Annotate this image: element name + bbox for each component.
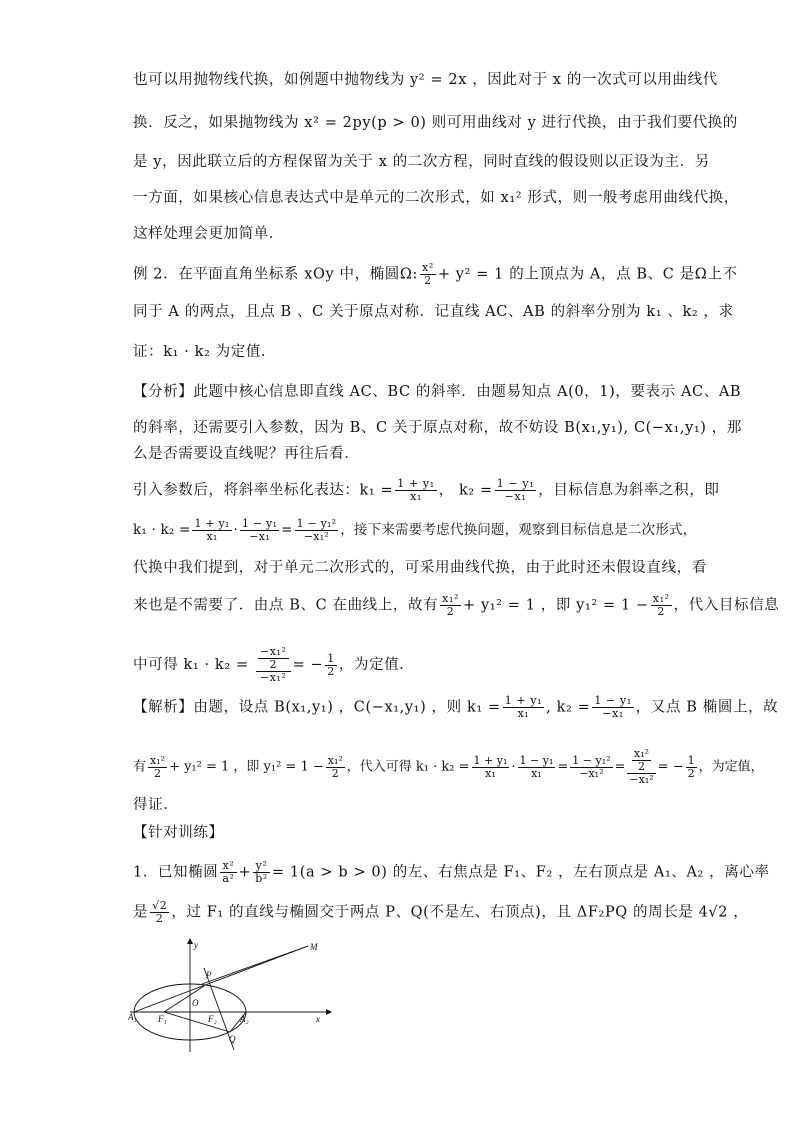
fraction-den: 2	[331, 766, 339, 780]
fraction-den: 2	[424, 274, 432, 287]
fraction-num: 1 + y₁	[473, 753, 508, 767]
fraction-den: 2	[638, 760, 646, 773]
fraction	[592, 695, 633, 720]
fraction-den: −x₁²	[303, 530, 329, 543]
fraction	[440, 593, 461, 618]
fraction	[192, 518, 231, 543]
fraction-den: −x₁²	[259, 671, 287, 684]
text-span: ，代入目标信息	[673, 597, 780, 614]
fraction	[495, 478, 536, 503]
fraction-num	[627, 748, 655, 774]
fraction-num: 1 − y₁	[496, 477, 535, 490]
text-span: + y₁² = 1 ，即 y₁² = 1 −	[463, 597, 649, 614]
text-span: ，为定值．	[338, 657, 415, 673]
text-span: ，代入可得 k₁ · k₂ =	[346, 759, 470, 775]
fraction	[326, 755, 345, 780]
label-A2: A₂	[240, 1014, 249, 1024]
label-O: O	[192, 998, 199, 1008]
text-span: ，为定值，	[698, 759, 764, 775]
fraction-den: x₁	[485, 766, 496, 780]
text-span: k₁ · k₂ =	[133, 522, 191, 538]
text-span: 引入参数后，将斜率坐标化表达：k₁ =	[133, 482, 394, 499]
fraction	[472, 755, 510, 780]
fraction	[503, 695, 544, 720]
fraction	[325, 653, 337, 678]
axis-arrow-y	[187, 938, 193, 944]
text-span: ，目标信息为斜率之积，即	[538, 482, 720, 499]
fraction	[240, 518, 279, 543]
label-F1: F₁	[158, 1014, 167, 1024]
formula-line	[133, 477, 720, 503]
analysis-heading-line: 【分析】此题中核心信息即直线 AC、BC 的斜率．由题易知点 A(0，1)，要表示 AC、AB	[133, 384, 742, 400]
text-line: 证：k₁ · k₂ 为定值．	[133, 344, 277, 360]
text-span: = −	[292, 657, 324, 673]
text-line: 这样处理会更加简单．	[133, 226, 284, 242]
fraction-num: x₁²	[442, 592, 459, 605]
fraction-den: −x₁²	[629, 773, 654, 786]
fraction-num: 1 + y₁	[504, 694, 543, 707]
fraction-num: 1 + y₁	[194, 517, 230, 530]
solution-line	[133, 694, 779, 720]
fraction-num: x₁²	[327, 753, 343, 767]
formula-line	[133, 899, 749, 925]
fraction-den: −x₁²	[579, 766, 604, 780]
text-span: 来也是不需要了．由点 B、C 在曲线上，故有	[133, 597, 439, 614]
line-A1-M	[134, 946, 308, 1012]
fraction-den: x₁	[206, 530, 218, 543]
fraction-num: x²	[422, 261, 434, 274]
fraction-den: 2	[327, 664, 335, 678]
nested-fraction	[627, 748, 655, 786]
fraction-num: 1	[327, 651, 335, 665]
fraction-num: −x₁²	[259, 645, 287, 658]
fraction	[570, 755, 612, 780]
fraction-den: 2	[155, 912, 164, 925]
fraction-num: 1	[687, 753, 695, 767]
fraction-den: x₁	[531, 766, 542, 780]
fraction-num: x₁²	[634, 747, 650, 760]
text-line: 么是否需要设直线呢？再往后看．	[133, 446, 360, 462]
text-line: 得证．	[133, 797, 179, 813]
fraction-num: √2	[152, 899, 168, 912]
fraction-den: 2	[154, 766, 162, 780]
line-P-M	[202, 946, 308, 984]
text-span: 中可得 k₁ · k₂ =	[133, 657, 249, 673]
fraction	[253, 860, 270, 885]
fraction	[150, 900, 169, 925]
text-span: 例 2．在平面直角坐标系 xOy 中，椭圆Ω:	[133, 266, 419, 283]
label-P: P	[206, 970, 212, 980]
fraction-num: 1 − y₁²	[572, 753, 611, 767]
text-span: ，又点 B 椭圆上，故	[635, 699, 779, 716]
label-x: x	[316, 1014, 320, 1024]
text-span: ，过 F₁ 的直线与椭圆交于两点 P、Q(不是左、右顶点)，且 ΔF₂PQ 的周长是 4√2 ，	[171, 904, 749, 921]
fraction-den: 2	[269, 658, 278, 671]
fraction-den: −x₁	[504, 490, 527, 503]
fraction	[395, 478, 436, 503]
fraction-num: x₁²	[652, 592, 670, 605]
label-y: y	[194, 940, 198, 950]
label-M: M	[310, 942, 318, 952]
formula-line: k₁ · k₂ = $\frac{\text{1 + y₁}}{\text{x₁}}$ · $\frac{\text{1 − y₁}}{\text{−x₁}}$ = $\frac{\text{1 − y₁²}}{\text{−x₁²}}$ ，接下来需要考虑代换问题，观察到目标信息是二次形式，	[133, 517, 697, 543]
text-line: 同于 A 的两点，且点 B 、C 关于原点对称．记直线 AC、AB 的斜率分别为 k₁ 、k₂ ，求	[133, 304, 734, 320]
fraction-num: y²	[253, 860, 270, 873]
line-F1-Q	[164, 1012, 230, 1032]
fraction	[420, 262, 436, 287]
fraction	[686, 755, 697, 780]
text-span: 有	[133, 759, 147, 775]
text-line: 是 y，因此联立后的方程保留为关于 x 的二次方程，同时直线的假设则以正设为主．另	[133, 154, 710, 170]
fraction	[632, 748, 651, 773]
text-span: 是	[133, 904, 149, 921]
fraction	[651, 593, 672, 618]
fraction-den: 2	[446, 605, 455, 618]
fraction-num: 1 − y₁	[594, 694, 632, 707]
text-span: + y² = 1 的上顶点为 A，点 B、C 是Ω上不	[437, 266, 738, 283]
text-line: 的斜率，还需要引入参数，因为 B、C 关于原点对称，故不妨设 B(x₁,y₁), C(−x₁,y₁) ，那	[133, 420, 742, 436]
example-line	[133, 261, 738, 287]
section-heading: 【针对训练】	[133, 825, 224, 841]
fraction-num: x²	[220, 860, 236, 873]
fraction	[518, 755, 556, 780]
fraction-num: x₁²	[150, 753, 166, 767]
label-F2: F₂	[208, 1014, 217, 1024]
axis-arrow-x	[326, 1009, 332, 1015]
formula-line: 有 $\frac{\text{x₁²}}{2}$ + y₁² = 1 ，即 y₁² = 1 − $\frac{\text{x₁²}}{2}$ ，代入可得 k₁ · k₂ = $\frac{\text{1 + y₁}}{\text{x₁}}$ · $\frac{\text{1 − y₁}}{\text{x₁}}$ = $\frac{\text{1 − y₁²}}{\text{−x₁²}}$ = $\frac{\frac{\text{x₁²}}{2}}{\text{−x₁²}}$ = − $\frac{1}{2}$ ，为定值，	[133, 747, 764, 786]
text-span: 1．已知椭圆	[133, 864, 219, 881]
text-span: , k₂ =	[546, 699, 591, 716]
fraction-num	[256, 646, 291, 672]
fraction-den: b²	[255, 872, 268, 885]
fraction-num: 1 − y₁	[242, 517, 278, 530]
formula-line	[133, 592, 780, 618]
fraction-den: −x₁	[249, 530, 270, 543]
fraction-num: 1 − y₁²	[296, 517, 337, 530]
formula-line: 1．已知椭圆 $\frac{\text{x²}}{\text{a²}}$ + $\frac{\text{y²}}{\text{b²}}$ = 1(a > b > 0) 的左、右焦点是 F₁、F₂ ，左右顶点是 A₁、A₂ ，离心率	[133, 859, 770, 885]
fraction-den: x₁	[517, 707, 530, 720]
text-span: ， k₂ =	[438, 482, 493, 499]
ellipse-figure	[128, 938, 338, 1054]
text-line: 一方面，如果核心信息表达式中是单元的二次形式，如 x₁² 形式，则一般考虑用曲线代换，	[133, 190, 739, 206]
fraction-num: 1 − y₁	[519, 753, 554, 767]
fraction-num: 1 + y₁	[397, 477, 435, 490]
formula-line	[133, 646, 665, 684]
fraction-den: −x₁	[602, 707, 624, 720]
text-line: 也可以用抛物线代换，如例题中抛物线为 y² = 2x ，因此对于 x 的一次式可以用曲线代	[133, 72, 718, 88]
text-span: = 1(a > b > 0) 的左、右焦点是 F₁、F₂ ，左右顶点是 A₁、A₂ ，离心率	[271, 864, 770, 881]
fraction-den: 2	[687, 766, 695, 780]
text-span: 【解析】由题，设点 B(x₁,y₁) ，C(−x₁,y₁) ，则 k₁ =	[133, 699, 501, 716]
fraction-den: a²	[222, 872, 235, 885]
text-line: 换．反之，如果抛物线为 x² = 2py(p > 0) 则可用曲线对 y 进行代换，由于我们要代换的	[133, 115, 738, 131]
fraction	[258, 646, 289, 671]
fraction	[220, 860, 236, 885]
label-Q: Q	[229, 1034, 236, 1044]
fraction-den: x₁	[410, 490, 422, 503]
fraction	[295, 518, 339, 543]
text-line: 代换中我们提到，对于单元二次形式的，可采用曲线代换，由于此时还未假设直线，看	[133, 560, 707, 576]
fraction-den: 2	[657, 605, 665, 618]
label-A1: A₁	[128, 1012, 137, 1022]
nested-fraction	[256, 646, 291, 684]
text-span: + y₁² = 1 ，即 y₁² = 1 −	[169, 759, 324, 775]
fraction	[148, 755, 167, 780]
text-span: ，接下来需要考虑代换问题，观察到目标信息是二次形式，	[340, 522, 697, 538]
